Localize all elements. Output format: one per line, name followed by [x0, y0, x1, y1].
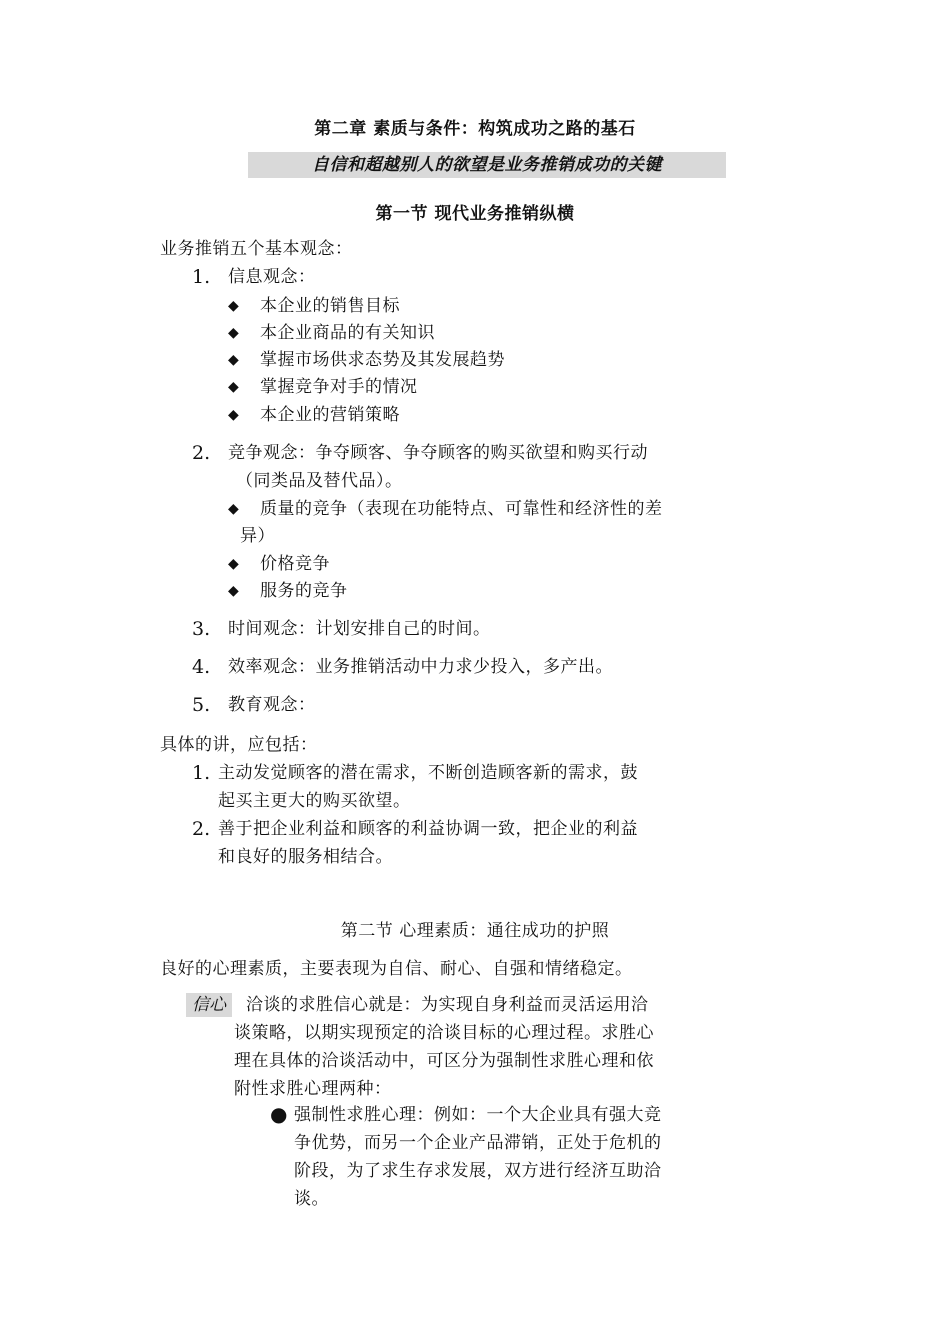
diamond-icon: ◆: [228, 556, 239, 572]
concept-5-label: 教育观念：: [228, 695, 316, 715]
section1-heading: 第一节 现代业务推销纵横: [375, 204, 575, 224]
concept-2-bullet: 价格竞争: [260, 554, 330, 574]
concept-2-bullet-cont: 异）: [240, 526, 275, 546]
concept-2-label: 竞争观念：争夺顾客、争夺顾客的购买欲望和购买行动: [228, 443, 648, 463]
confidence-line: 附性求胜心理两种：: [234, 1079, 392, 1099]
forced-line: 阶段，为了求生存求发展，双方进行经济互助洽: [294, 1161, 662, 1181]
concept-1-bullet: 本企业的营销策略: [260, 405, 400, 425]
forced-line: 争优势，而另一个企业产品滞销，正处于危机的: [294, 1133, 662, 1153]
concept-3-number: 3.: [192, 618, 211, 640]
concept-1-label: 信息观念：: [228, 267, 316, 287]
specific-2-text: 善于把企业利益和顾客的利益协调一致，把企业的利益: [218, 819, 638, 839]
specific-2-text-cont: 和良好的服务相结合。: [218, 847, 393, 867]
confidence-tag: 信心: [186, 993, 232, 1017]
diamond-icon: ◆: [228, 379, 239, 395]
specific-2-number: 2.: [192, 818, 211, 840]
concept-2-bullet: 质量的竞争（表现在功能特点、可靠性和经济性的差: [260, 499, 663, 519]
confidence-line: 谈策略，以期实现预定的洽谈目标的心理过程。求胜心: [234, 1023, 654, 1043]
concept-2-number: 2.: [192, 442, 211, 464]
concept-4-number: 4.: [192, 656, 211, 678]
concept-1-bullet: 本企业商品的有关知识: [260, 323, 435, 343]
section2-intro: 良好的心理素质，主要表现为自信、耐心、自强和情绪稳定。: [160, 959, 633, 979]
specific-intro: 具体的讲，应包括：: [160, 735, 318, 755]
chapter-title: 第二章 素质与条件：构筑成功之路的基石: [314, 119, 636, 139]
diamond-icon: ◆: [228, 407, 239, 423]
diamond-icon: ◆: [228, 325, 239, 341]
section2-heading: 第二节 心理素质：通往成功的护照: [340, 921, 610, 941]
section1-intro: 业务推销五个基本观念：: [160, 239, 353, 259]
diamond-icon: ◆: [228, 583, 239, 599]
specific-1-text-cont: 起买主更大的购买欲望。: [218, 791, 411, 811]
concept-1-bullet: 本企业的销售目标: [260, 296, 400, 316]
chapter-subtitle: 自信和超越别人的欲望是业务推销成功的关键: [248, 152, 726, 178]
bullet-dot-icon: ●: [270, 1102, 288, 1126]
confidence-line: 洽谈的求胜信心就是：为实现自身利益而灵活运用洽: [246, 995, 649, 1015]
forced-line: 谈。: [294, 1189, 329, 1209]
concept-3-label: 时间观念：计划安排自己的时间。: [228, 619, 491, 639]
concept-2-label-cont: （同类品及替代品）。: [236, 471, 403, 491]
concept-5-number: 5.: [192, 694, 211, 716]
confidence-line: 理在具体的洽谈活动中，可区分为强制性求胜心理和依: [234, 1051, 654, 1071]
specific-1-text: 主动发觉顾客的潜在需求，不断创造顾客新的需求，鼓: [218, 763, 638, 783]
concept-4-label: 效率观念：业务推销活动中力求少投入，多产出。: [228, 657, 613, 677]
diamond-icon: ◆: [228, 298, 239, 314]
concept-2-bullet: 服务的竞争: [260, 581, 348, 601]
diamond-icon: ◆: [228, 501, 239, 517]
concept-1-bullet: 掌握竞争对手的情况: [260, 377, 418, 397]
concept-1-bullet: 掌握市场供求态势及其发展趋势: [260, 350, 505, 370]
diamond-icon: ◆: [228, 352, 239, 368]
forced-line: 强制性求胜心理：例如：一个大企业具有强大竞: [294, 1105, 662, 1125]
concept-1-number: 1.: [192, 266, 211, 288]
specific-1-number: 1.: [192, 762, 211, 784]
